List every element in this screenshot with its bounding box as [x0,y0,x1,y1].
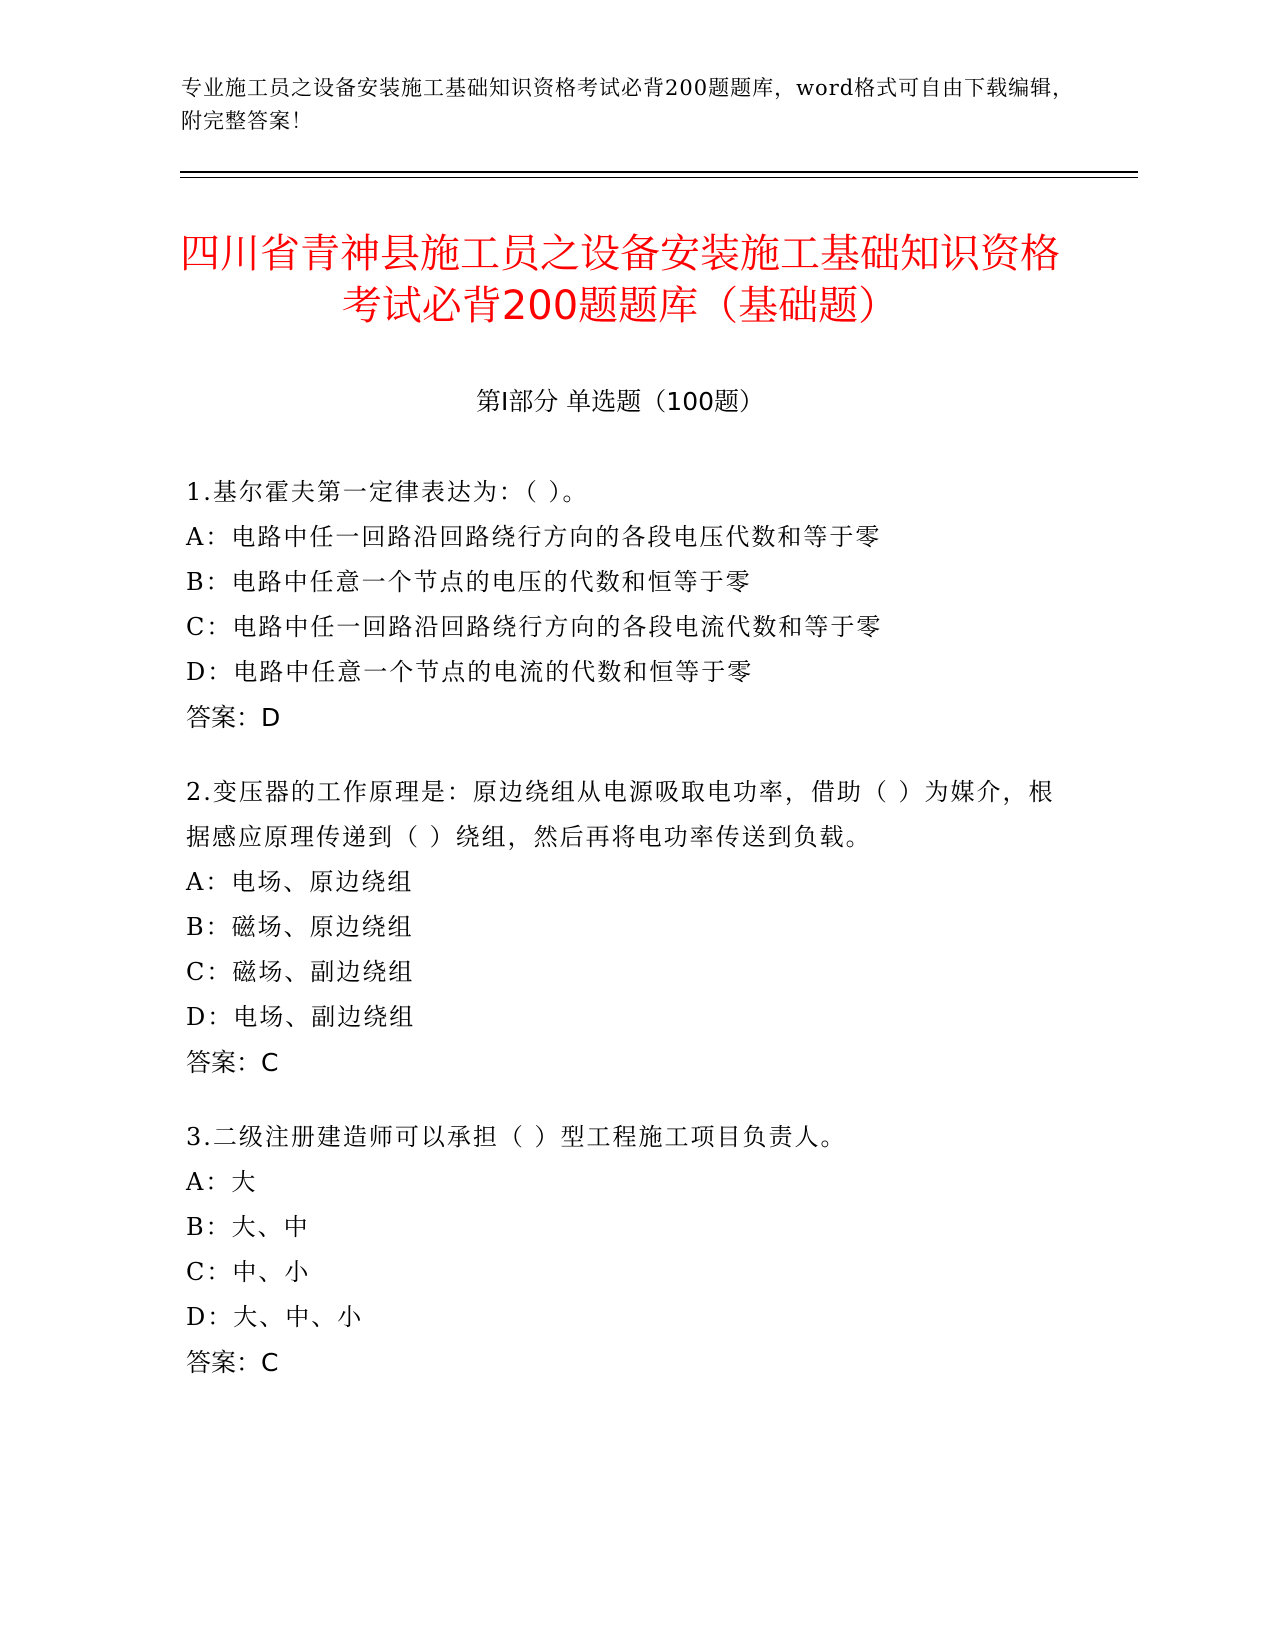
question-stem: 2.变压器的工作原理是：原边绕组从电源吸取电功率，借助（ ）为媒介，根据感应原理传递到（ ）绕组，然后再将电功率传送到负载。 [186,778,1055,851]
option-b: B：电路中任意一个节点的电压的代数和恒等于零 [186,568,752,596]
question-2 [186,770,1066,1085]
header-rule-bottom [180,177,1138,178]
option-b: B：磁场、原边绕组 [186,913,414,941]
option-c: C：电路中任一回路沿回路绕行方向的各段电流代数和等于零 [186,613,883,641]
answer: 答案：D [186,703,281,732]
answer: 答案：C [186,1348,279,1377]
question-1 [186,470,1066,740]
document-title: 四川省青神县施工员之设备安装施工基础知识资格考试必背200题题库（基础题） [180,231,1060,329]
header-rule-top [180,171,1138,173]
option-d: D：电路中任意一个节点的电流的代数和恒等于零 [186,658,754,686]
option-b: B：大、中 [186,1213,310,1241]
question-stem: 3.二级注册建造师可以承担（ ）型工程施工项目负责人。 [186,1123,847,1151]
option-c: C：磁场、副边绕组 [186,958,415,986]
question-stem: 1.基尔霍夫第一定律表达为：（ ）。 [186,478,589,506]
option-c: C：中、小 [186,1258,311,1286]
option-a: A：电场、原边绕组 [186,868,414,896]
header-note: 专业施工员之设备安装施工基础知识资格考试必背200题题库，word格式可自由下载编辑，附完整答案！ [181,76,1075,133]
option-d: D：电场、副边绕组 [186,1003,416,1031]
option-a: A：电路中任一回路沿回路绕行方向的各段电压代数和等于零 [186,523,882,551]
question-list [186,470,1066,1415]
answer: 答案：C [186,1048,279,1077]
option-d: D：大、中、小 [186,1303,364,1331]
section-title: 第Ⅰ部分 单选题（100题） [475,387,765,416]
option-a: A：大 [186,1168,258,1196]
question-3 [186,1115,1066,1385]
